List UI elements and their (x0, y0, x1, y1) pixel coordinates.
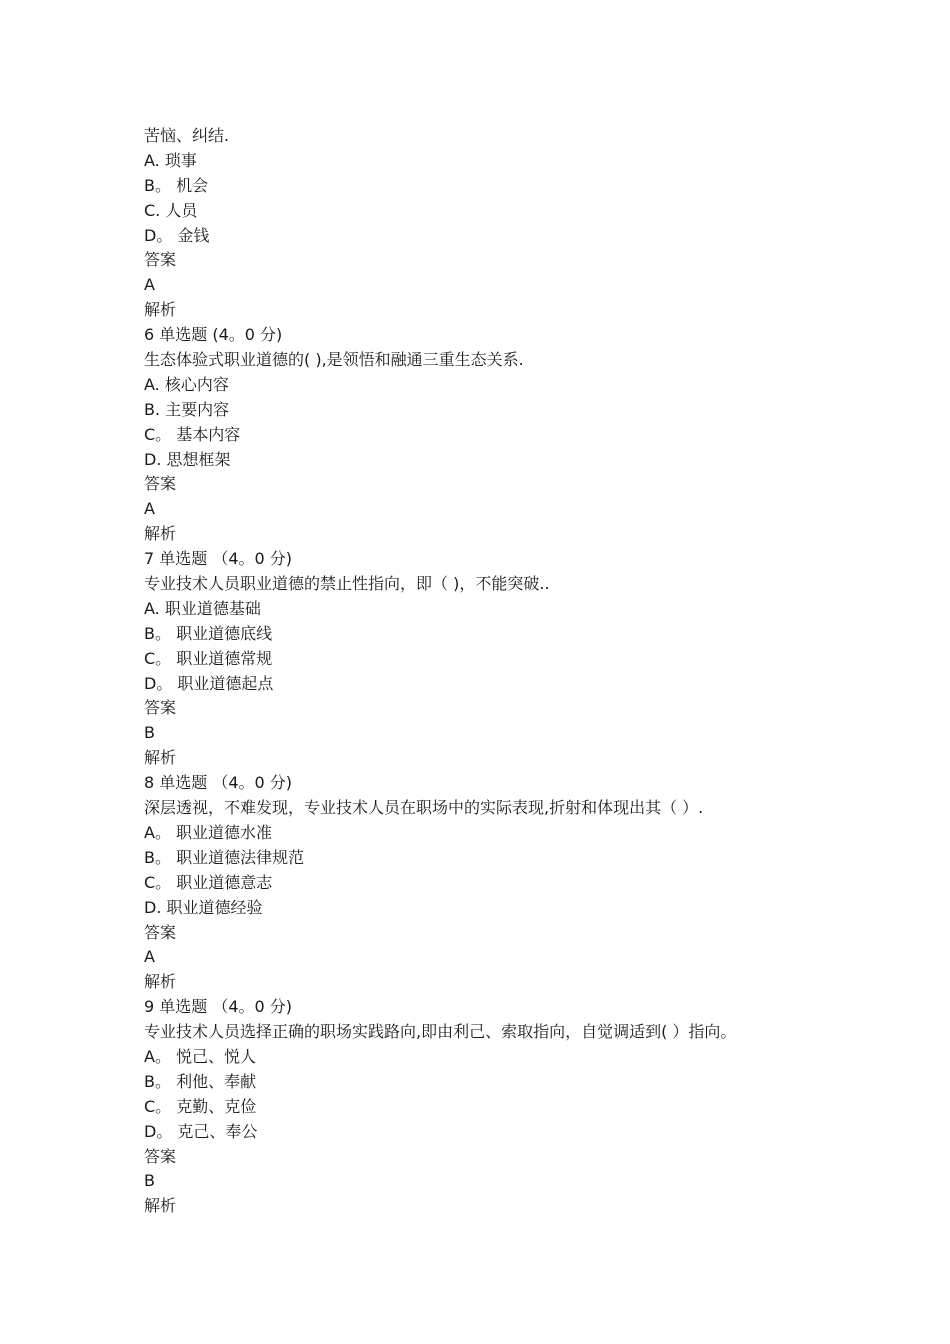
text-line: D。 职业道德起点 (144, 673, 274, 693)
text-line: C。 基本内容 (144, 424, 241, 444)
text-line: 专业技术人员选择正确的职场实践路向,即由利己、索取指向，自觉调适到( ）指向。 (144, 1022, 737, 1042)
text-line: 苦恼、纠结. (144, 126, 230, 145)
text-line: B。 职业道德法律规范 (144, 847, 305, 867)
text-line: D。 克己、奉公 (144, 1121, 258, 1141)
text-line: 9 单选题 （4。0 分) (144, 997, 293, 1017)
text-line: 专业技术人员职业道德的禁止性指向，即（ )，不能突破.. (144, 574, 550, 594)
text-line: 深层透视，不难发现，专业技术人员在职场中的实际表现,折射和体现出其（ ）. (144, 798, 704, 818)
text-line: A. 琐事 (144, 150, 197, 170)
text-line: B。 职业道德底线 (144, 623, 273, 643)
text-line: A (144, 499, 155, 519)
text-line: 6 单选题 (4。0 分) (144, 325, 283, 345)
text-line: B。 利他、奉献 (144, 1071, 257, 1091)
text-line: A。 职业道德水准 (144, 822, 273, 842)
text-line: A。 悦己、悦人 (144, 1046, 257, 1066)
text-line: 解析 (144, 748, 177, 768)
text-line: B (144, 723, 155, 743)
text-line: C。 职业道德意志 (144, 872, 273, 892)
text-line: 答案 (144, 698, 177, 718)
text-line: 7 单选题 （4。0 分) (144, 549, 293, 569)
text-line: 答案 (144, 1146, 177, 1166)
text-line: 解析 (144, 972, 177, 992)
text-line: B. 主要内容 (144, 399, 230, 419)
text-line: 解析 (144, 524, 177, 544)
text-line: 8 单选题 （4。0 分) (144, 773, 293, 793)
text-line: A (144, 275, 155, 295)
text-line: D. 思想框架 (144, 449, 231, 469)
text-line: 解析 (144, 300, 177, 320)
text-line: A (144, 947, 155, 967)
text-line: 答案 (144, 250, 177, 270)
text-line: C. 人员 (144, 200, 198, 220)
text-line: D。 金钱 (144, 225, 210, 245)
text-line: A. 职业道德基础 (144, 598, 261, 618)
text-line: D. 职业道德经验 (144, 897, 263, 917)
text-line: 答案 (144, 922, 177, 942)
text-line: 解析 (144, 1196, 177, 1216)
text-line: 答案 (144, 474, 177, 494)
text-line: 生态体验式职业道德的( ),是领悟和融通三重生态关系. (144, 350, 524, 370)
document-body (144, 124, 824, 1219)
text-line: B。 机会 (144, 175, 209, 195)
text-line: C。 克勤、克俭 (144, 1096, 257, 1116)
text-line: C。 职业道德常规 (144, 648, 273, 668)
text-line: B (144, 1171, 155, 1191)
text-line: A. 核心内容 (144, 374, 229, 394)
